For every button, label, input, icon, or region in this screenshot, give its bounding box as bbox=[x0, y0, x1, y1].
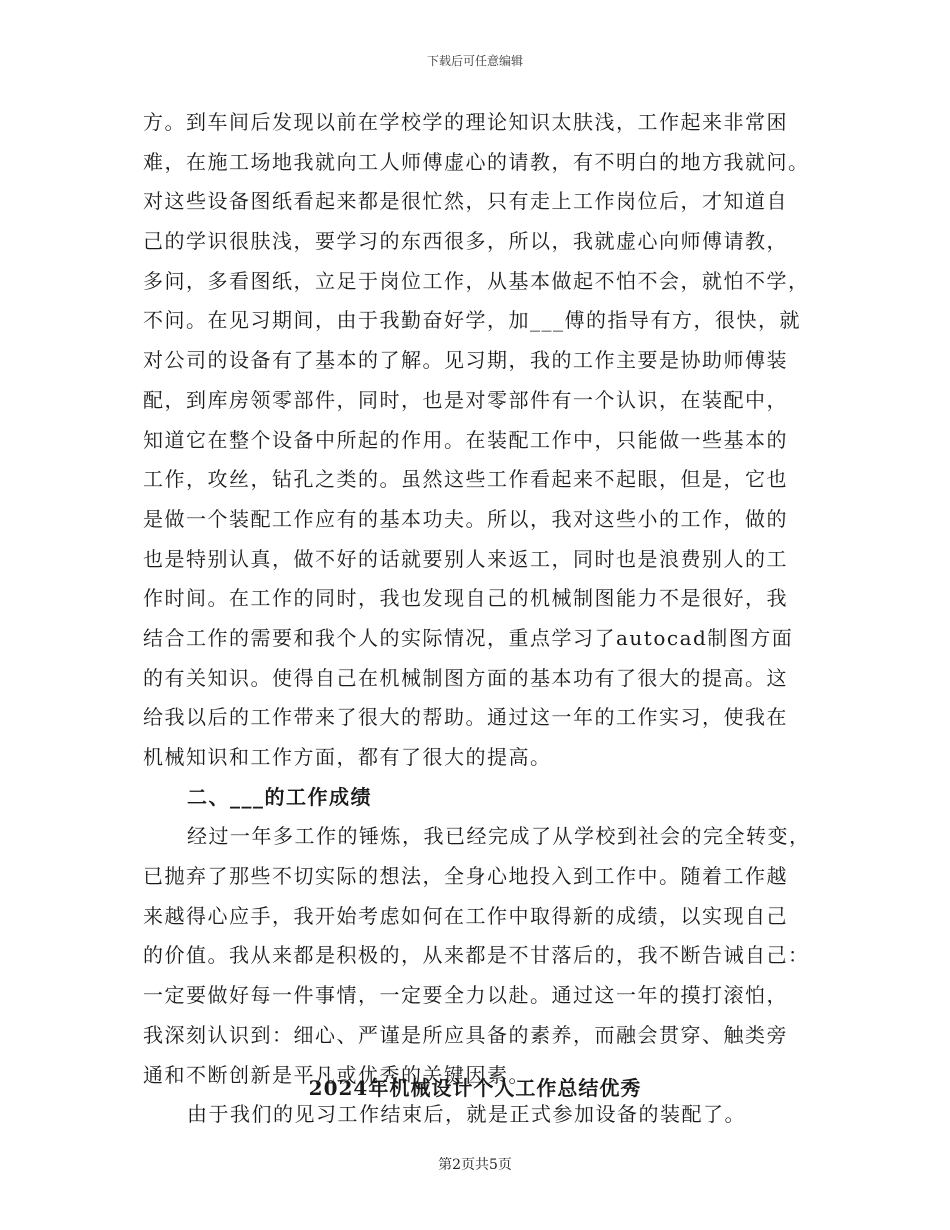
body-line: 难，在施工场地我就向工人师傅虚心的请教，有不明白的地方我就问。 bbox=[143, 149, 810, 174]
section-line: 一定要做好每一件事情，一定要全力以赴。通过这一年的摸打滚怕， bbox=[143, 983, 788, 1008]
body-line: 结合工作的需要和我个人的实际情况，重点学习了autocad制图方面 bbox=[143, 625, 794, 650]
document-title: 2024年机械设计个人工作总结优秀 bbox=[308, 1076, 642, 1100]
section-line: 已抛弃了那些不切实际的想法，全身心地投入到工作中。随着工作越 bbox=[143, 864, 788, 889]
section-line: 通和不断创新是平凡或优秀的关键因素。 bbox=[143, 1062, 530, 1087]
body-line: 不问。在见习期间，由于我勤奋好学，加___傅的指导有方，很快，就 bbox=[143, 308, 801, 333]
body-line: 方。到车间后发现以前在学校学的理论知识太肤浅，工作起来非常困 bbox=[143, 110, 788, 134]
page-header-note: 下载后可任意编辑 bbox=[426, 54, 523, 68]
body-line: 工作，攻丝，钻孔之类的。虽然这些工作看起来不起眼，但是，它也 bbox=[143, 467, 788, 492]
section-heading: 二、___的工作成绩 bbox=[187, 784, 372, 809]
body-line: 给我以后的工作带来了很大的帮助。通过这一年的工作实习，使我在 bbox=[143, 705, 788, 730]
section-line: 的价值。我从来都是积极的，从来都是不甘落后的，我不断告诫自己： bbox=[143, 943, 810, 968]
body-line: 知道它在整个设备中所起的作用。在装配工作中，只能做一些基本的 bbox=[143, 427, 788, 452]
body-line: 机械知识和工作方面，都有了很大的提高。 bbox=[143, 745, 552, 769]
body-line: 作时间。在工作的同时，我也发现自己的机械制图能力不是很好，我 bbox=[143, 586, 788, 611]
closing-line: 由于我们的见习工作结束后，就是正式参加设备的装配了。 bbox=[187, 1102, 746, 1127]
page-number: 第2页共5页 bbox=[438, 1157, 512, 1173]
body-line: 己的学识很肤浅，要学习的东西很多，所以，我就虚心向师傅请教， bbox=[143, 229, 788, 254]
body-line: 对这些设备图纸看起来都是很忙然，只有走上工作岗位后，才知道自 bbox=[143, 189, 788, 214]
body-line: 的有关知识。使得自己在机械制图方面的基本功有了很大的提高。这 bbox=[143, 665, 788, 690]
body-line: 也是特别认真，做不好的话就要别人来返工，同时也是浪费别人的工 bbox=[143, 546, 788, 571]
section-line: 经过一年多工作的锤炼，我已经完成了从学校到社会的完全转变， bbox=[187, 824, 811, 849]
body-line: 配，到库房领零部件，同时，也是对零部件有一个认识，在装配中， bbox=[143, 387, 788, 412]
body-line: 是做一个装配工作应有的基本功夫。所以，我对这些小的工作，做的 bbox=[143, 506, 788, 531]
section-line: 我深刻认识到：细心、严谨是所应具备的素养，而融会贯穿、触类旁 bbox=[143, 1022, 788, 1047]
section-line: 来越得心应手，我开始考虑如何在工作中取得新的成绩，以实现自己 bbox=[143, 903, 788, 928]
body-line: 多问，多看图纸，立足于岗位工作，从基本做起不怕不会，就怕不学， bbox=[143, 268, 810, 293]
body-line: 对公司的设备有了基本的了解。见习期，我的工作主要是协助师傅装 bbox=[143, 348, 788, 373]
document-body bbox=[143, 103, 811, 1135]
